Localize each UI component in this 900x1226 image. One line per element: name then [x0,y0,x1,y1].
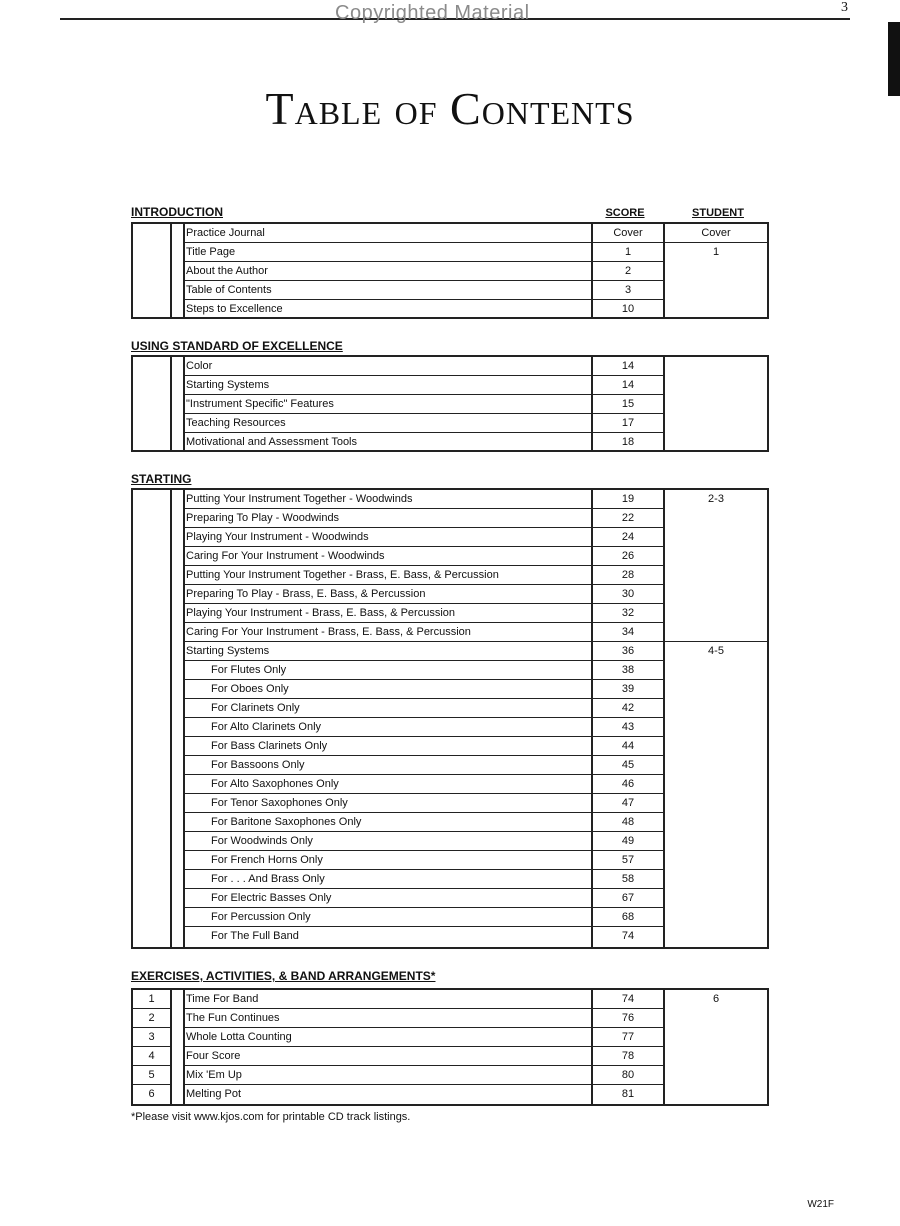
row-label: Four Score [185,1047,593,1066]
row-score-page: 24 [593,528,663,547]
row-score-page: 14 [593,376,663,395]
row-label: The Fun Continues [185,1009,593,1028]
toc-row [133,528,767,547]
row-score-page: 45 [593,756,663,775]
row-score-page: 22 [593,509,663,528]
row-number: 2 [133,1009,170,1028]
row-score-page: 28 [593,566,663,585]
row-score-page: 10 [621,303,635,315]
row-score-page: 74 [621,930,635,942]
row-number: 1 [133,990,170,1009]
toc-row [133,1047,767,1066]
row-label: Starting Systems [185,642,593,661]
footer-code: W21F [807,1199,834,1210]
toc-row [133,699,767,718]
row-score-page: 57 [593,851,663,870]
row-score-page: 38 [593,661,663,680]
toc-row [133,604,767,623]
row-number: 6 [148,1088,155,1100]
row-label: About the Author [185,262,593,281]
row-label: Teaching Resources [185,414,593,433]
exercises-table [131,988,769,1106]
toc-row [133,990,767,1009]
row-label: Title Page [185,243,593,262]
toc-row [133,642,767,661]
introduction-table [131,222,769,319]
row-label: Steps to Excellence [186,303,283,315]
row-number: 3 [133,1028,170,1047]
row-score-page: 76 [593,1009,663,1028]
row-score-page: 30 [593,585,663,604]
row-label: For Flutes Only [185,661,593,680]
toc-row [133,262,767,281]
row-score-page: 3 [593,281,663,300]
row-label: Melting Pot [186,1088,242,1100]
row-label: For Bassoons Only [185,756,593,775]
row-score-page: 1 [593,243,663,262]
row-label: Time For Band [185,990,593,1009]
toc-row [133,737,767,756]
row-score-page: 36 [593,642,663,661]
row-label: For Tenor Saxophones Only [185,794,593,813]
toc-row [133,889,767,908]
toc-row [133,224,767,243]
toc-row [133,661,767,680]
toc-row [133,357,767,376]
toc-row [133,718,767,737]
row-label: For Alto Clarinets Only [185,718,593,737]
toc-row [133,490,767,509]
row-score-page: 49 [593,832,663,851]
toc-row [133,395,767,414]
row-score-page: 43 [593,718,663,737]
row-label: Mix 'Em Up [185,1066,593,1085]
row-score-page: 77 [593,1028,663,1047]
toc-row [133,509,767,528]
section-title-starting: STARTING [131,472,192,486]
row-label: "Instrument Specific" Features [185,395,593,414]
row-label: For Electric Basses Only [185,889,593,908]
row-score-page: 68 [593,908,663,927]
row-score-page: 17 [593,414,663,433]
row-score-page: 34 [593,623,663,642]
row-label: Practice Journal [185,224,593,243]
row-label: For Oboes Only [185,680,593,699]
column-header-score: SCORE [605,207,645,219]
row-label: For French Horns Only [185,851,593,870]
student-cell: 6 [712,993,720,1005]
row-score-page: 67 [593,889,663,908]
toc-row [133,1066,767,1085]
row-label: Caring For Your Instrument - Woodwinds [185,547,593,566]
row-score-page: 48 [593,813,663,832]
row-label: Starting Systems [185,376,593,395]
row-score-page: 32 [593,604,663,623]
toc-row [133,433,767,452]
starting-table [131,488,769,949]
row-label: For . . . And Brass Only [185,870,593,889]
row-score-page: 15 [593,395,663,414]
toc-row [133,376,767,395]
toc-row [133,908,767,927]
row-score-page: Cover [593,224,663,243]
row-label: For Percussion Only [185,908,593,927]
toc-row [133,1028,767,1047]
row-label: Motivational and Assessment Tools [186,436,357,448]
footnote: *Please visit www.kjos.com for printable CD track listings. [131,1111,411,1123]
toc-row [133,680,767,699]
row-label: For Baritone Saxophones Only [185,813,593,832]
row-label: Playing Your Instrument - Woodwinds [185,528,593,547]
row-label: Color [185,357,593,376]
toc-row [133,623,767,642]
toc-row [133,547,767,566]
student-cell: Cover [665,224,767,243]
toc-row [133,300,767,319]
row-label: Preparing To Play - Woodwinds [185,509,593,528]
section-title-using: USING STANDARD OF EXCELLENCE [131,339,343,353]
toc-row [133,927,767,946]
row-number: 4 [133,1047,170,1066]
row-score-page: 2 [593,262,663,281]
section-title-introduction: INTRODUCTION [131,205,223,219]
row-label: Putting Your Instrument Together - Brass, E. Bass, & Percussion [185,566,593,585]
toc-row [133,585,767,604]
row-label: Caring For Your Instrument - Brass, E. Bass, & Percussion [185,623,593,642]
row-label: For Woodwinds Only [185,832,593,851]
using-table [131,355,769,452]
student-cell: 2-3 [665,490,767,642]
row-score-page: 78 [593,1047,663,1066]
page-number: 3 [841,0,848,15]
row-score-page: 80 [593,1066,663,1085]
row-score-page: 74 [593,990,663,1009]
student-cell: 4-5 [708,645,724,657]
toc-row [133,870,767,889]
row-label: For The Full Band [211,930,299,942]
toc-row [133,813,767,832]
row-score-page: 47 [593,794,663,813]
toc-row [133,775,767,794]
section-title-exercises: EXERCISES, ACTIVITIES, & BAND ARRANGEMENTS* [131,969,436,983]
toc-row [133,756,767,775]
watermark: Copyrighted Material [335,2,530,24]
row-score-page: 39 [593,680,663,699]
toc-row [133,794,767,813]
row-score-page: 42 [593,699,663,718]
row-label: Putting Your Instrument Together - Woodwinds [185,490,593,509]
row-label: For Clarinets Only [185,699,593,718]
toc-row [133,1009,767,1028]
row-score-page: 26 [593,547,663,566]
student-cell: 1 [712,246,720,258]
row-score-page: 46 [593,775,663,794]
row-label: Playing Your Instrument - Brass, E. Bass, & Percussion [185,604,593,623]
row-label: For Bass Clarinets Only [185,737,593,756]
page-title: Table of Contents [265,83,635,134]
toc-row [133,414,767,433]
row-score-page: 14 [593,357,663,376]
row-score-page: 19 [593,490,663,509]
row-score-page: 44 [593,737,663,756]
row-score-page: 81 [621,1088,635,1100]
toc-row [133,281,767,300]
toc-row [133,566,767,585]
row-number: 5 [133,1066,170,1085]
toc-row [133,851,767,870]
toc-row [133,1085,767,1104]
column-header-student: STUDENT [692,207,744,219]
row-label: Table of Contents [185,281,593,300]
toc-row [133,243,767,262]
row-label: For Alto Saxophones Only [185,775,593,794]
toc-row [133,832,767,851]
row-label: Whole Lotta Counting [185,1028,593,1047]
row-score-page: 18 [621,436,635,448]
row-score-page: 58 [593,870,663,889]
row-label: Preparing To Play - Brass, E. Bass, & Percussion [185,585,593,604]
